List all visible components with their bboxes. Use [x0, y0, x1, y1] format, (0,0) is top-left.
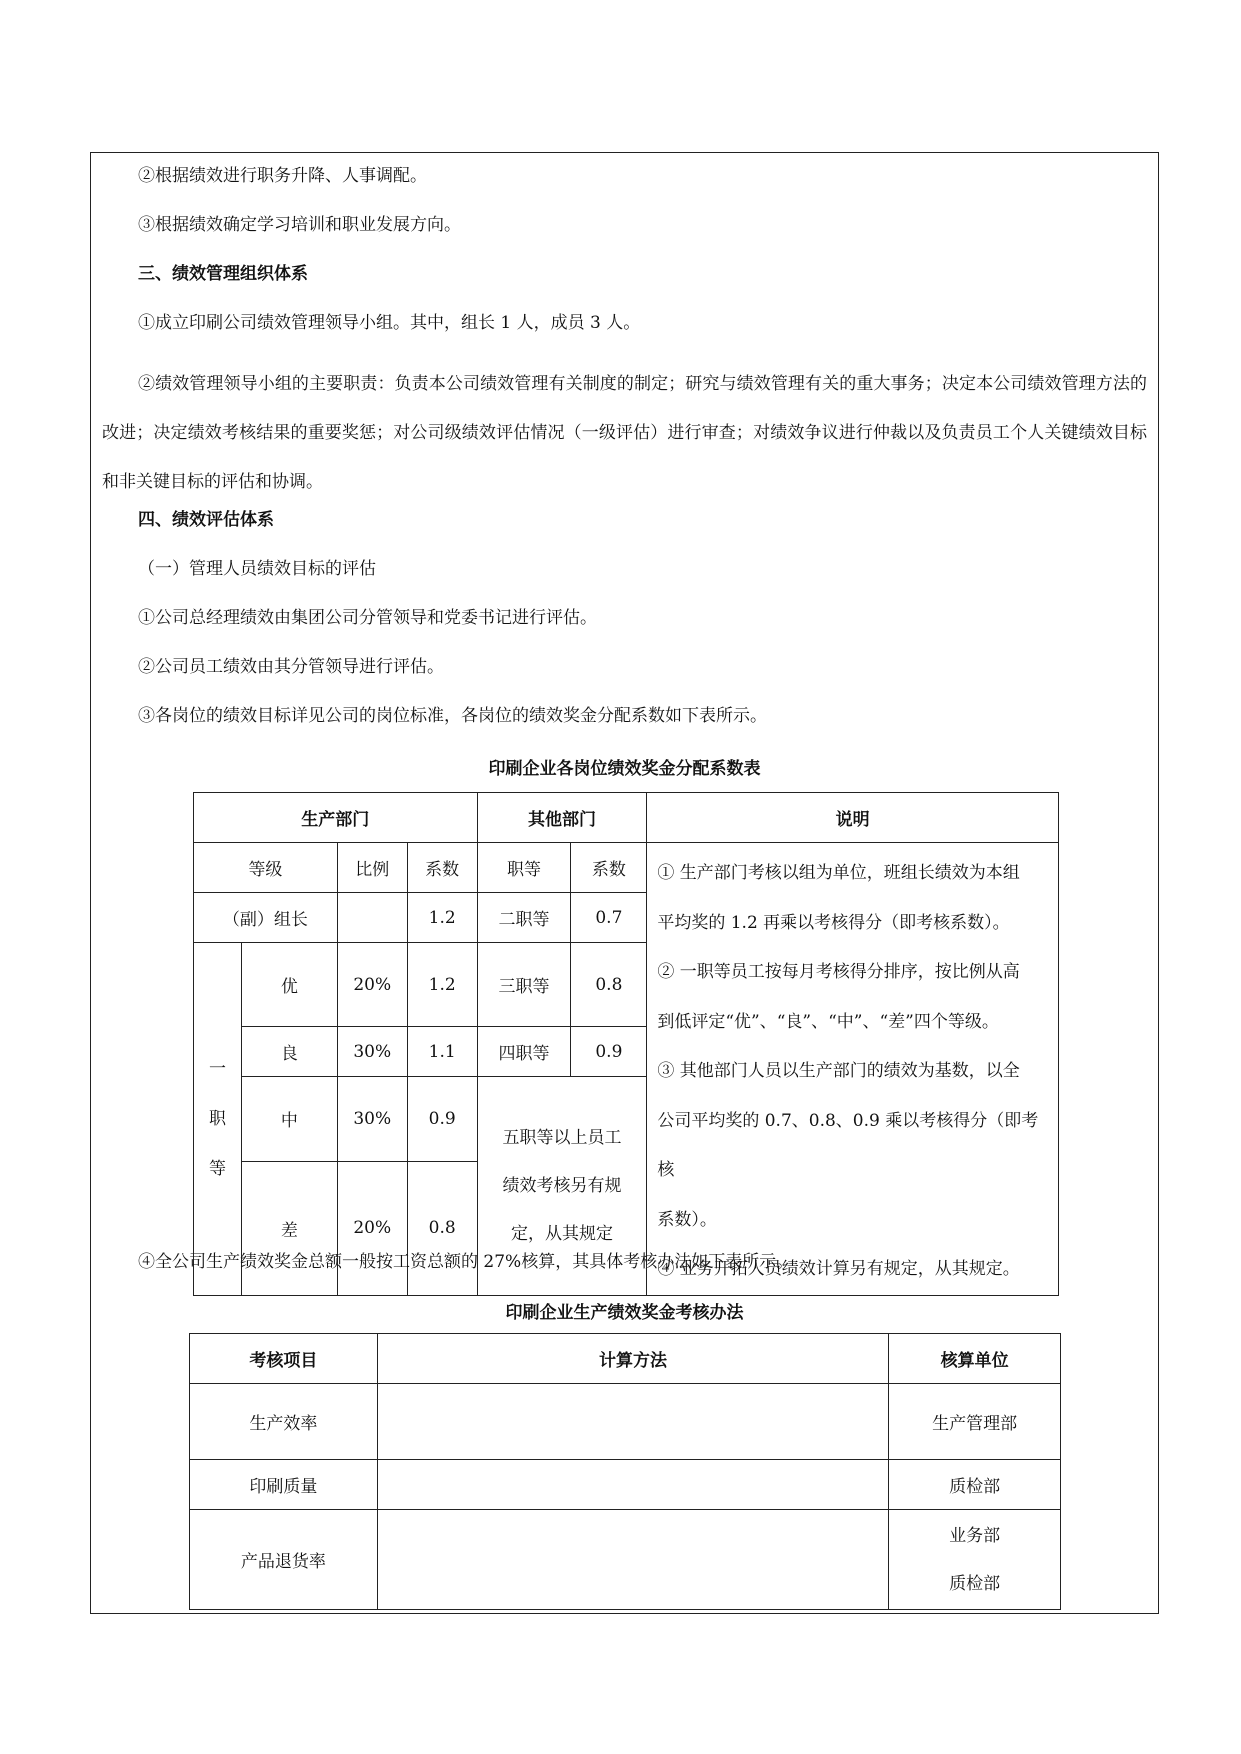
header-other: 其他部门: [477, 793, 647, 843]
paragraph: ③根据绩效确定学习培训和职业发展方向。: [138, 215, 461, 235]
header-note: 说明: [647, 793, 1059, 843]
note-line: 平均奖的 1.2 再乘以考核得分（即考核系数）。: [657, 912, 1010, 933]
method-cell: [377, 1460, 888, 1510]
table2-caption: 印刷企业生产绩效奖金考核办法: [505, 1303, 744, 1323]
rank-cell: 三职等: [477, 943, 571, 1027]
method-cell: [377, 1510, 888, 1610]
header-item: 考核项目: [190, 1334, 378, 1384]
header-method: 计算方法: [377, 1334, 888, 1384]
note-line: ④ 业务开拓人员绩效计算另有规定，从其规定。: [657, 1259, 1020, 1279]
ratio-cell: 20%: [337, 943, 407, 1027]
rank2: 二职等: [477, 893, 571, 943]
group-label: 一 职 等: [194, 943, 242, 1296]
paragraph: ②根据绩效进行职务升降、人事调配。: [138, 166, 427, 186]
coefficient-table: [193, 792, 1059, 1296]
section-heading: 三、绩效管理组织体系: [138, 264, 308, 284]
note-line: ② 一职等员工按每月考核得分排序，按比例从高: [657, 962, 1020, 982]
subsection-heading: （一）管理人员绩效目标的评估: [138, 559, 376, 579]
note-line: ① 生产部门考核以组为单位，班组长绩效为本组: [657, 863, 1020, 883]
coef-cell: 1.1: [407, 1027, 477, 1077]
table1-caption: 印刷企业各岗位绩效奖金分配系数表: [488, 759, 761, 779]
paragraph: ②绩效管理领导小组的主要职责：负责本公司绩效管理有关制度的制定；研究与绩效管理有关的重大事务；决定本公司绩效管理方法的改进；决定绩效考核结果的重要奖惩；对公司级绩效评估情况（一级评估）进行审查；对绩效争议进行仲裁以及负责员工个人关键绩效目标和非关键目标的评估和协调。: [102, 374, 1147, 492]
leader-coef: 1.2: [407, 893, 477, 943]
coef-cell: 0.9: [407, 1077, 477, 1161]
col-coef: 系数: [407, 843, 477, 893]
rank2-coef: 0.7: [571, 893, 647, 943]
col-grade: 等级: [194, 843, 338, 893]
assessment-table: [189, 1333, 1061, 1610]
ratio-cell: 30%: [337, 1027, 407, 1077]
col-ratio: 比例: [337, 843, 407, 893]
leader-label: （副）组长: [194, 893, 338, 943]
item-cell: 产品退货率: [190, 1510, 378, 1610]
grade-cell: 中: [241, 1077, 337, 1161]
header-unit: 核算单位: [889, 1334, 1061, 1384]
paragraph: ④全公司生产绩效奖金总额一般按工资总额的 27%核算，其具体考核办法如下表所示。: [138, 1252, 794, 1272]
item-cell: 印刷质量: [190, 1460, 378, 1510]
paragraph: ①成立印刷公司绩效管理领导小组。其中，组长 1 人，成员 3 人。: [138, 313, 641, 333]
col-rank: 职等: [477, 843, 571, 893]
leader-ratio: [337, 893, 407, 943]
rank-coef-cell: 0.8: [571, 943, 647, 1027]
rank-cell: 四职等: [477, 1027, 571, 1077]
note-line: 系数）。: [657, 1209, 717, 1230]
rank-coef-cell: 0.9: [571, 1027, 647, 1077]
paragraph: ③各岗位的绩效目标详见公司的岗位标准，各岗位的绩效奖金分配系数如下表所示。: [138, 706, 767, 726]
rank5-cell: 五职等以上员工 绩效考核另有规 定，从其规定: [477, 1077, 647, 1295]
unit-cell: 业务部 质检部: [889, 1510, 1061, 1610]
col-coef2: 系数: [571, 843, 647, 893]
coef-cell: 0.8: [407, 1161, 477, 1295]
paragraph: ①公司总经理绩效由集团公司分管领导和党委书记进行评估。: [138, 608, 597, 628]
grade-cell: 差: [241, 1161, 337, 1295]
paragraph: ②公司员工绩效由其分管领导进行评估。: [138, 657, 444, 677]
grade-cell: 良: [241, 1027, 337, 1077]
header-production: 生产部门: [194, 793, 478, 843]
item-cell: 生产效率: [190, 1384, 378, 1460]
coef-cell: 1.2: [407, 943, 477, 1027]
ratio-cell: 20%: [337, 1161, 407, 1295]
method-cell: [377, 1384, 888, 1460]
note-line: ③ 其他部门人员以生产部门的绩效为基数，以全: [657, 1061, 1020, 1081]
note-cell: [647, 843, 1059, 1296]
section-heading: 四、绩效评估体系: [138, 510, 274, 530]
note-line: 到低评定“优”、“良”、“中”、“差”四个等级。: [657, 1011, 999, 1032]
ratio-cell: 30%: [337, 1077, 407, 1161]
grade-cell: 优: [241, 943, 337, 1027]
unit-cell: 质检部: [889, 1460, 1061, 1510]
note-line: 公司平均奖的 0.7、0.8、0.9 乘以考核得分（即考核: [657, 1110, 1039, 1180]
unit-cell: 生产管理部: [889, 1384, 1061, 1460]
